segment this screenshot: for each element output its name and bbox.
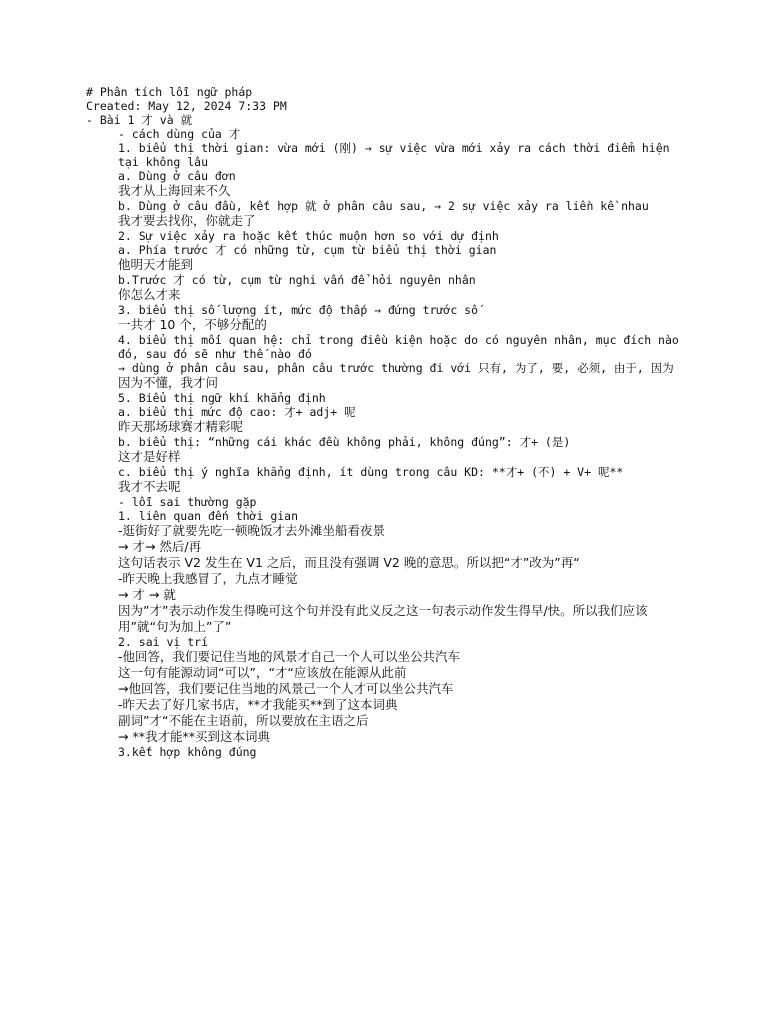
chinese-example-line: → 才→ 然后/再 [118, 539, 202, 554]
chinese-example-line: 这才是好样 [118, 449, 181, 464]
text-line: - lỗi sai thường gặp [118, 495, 257, 509]
chinese-example-line: 他明天才能到 [118, 257, 194, 272]
chinese-example-line: → 才 → 就 [118, 587, 176, 602]
chinese-example-line: -昨天晚上我感冒了，九点才睡觉 [118, 571, 298, 586]
text-line: 1. biểu thị thời gian: vừa mới (刚) → sự việc vừa mới xảy ra cách thời điểm hiện tại không lâu [118, 141, 677, 169]
text-line: 3. biểu thị số lượng ít, mức độ thấp → đứng trước số [118, 303, 479, 317]
text-line: b. Dùng ở câu đầu, kết hợp 就 ở phân câu sau, → 2 sự việc xảy ra liền kề nhau [118, 199, 649, 213]
text-line: Created: May 12, 2024 7:33 PM [86, 99, 287, 113]
chinese-example-line: 一共才 10 个，不够分配的 [118, 317, 267, 332]
chinese-example-line: 你怎么才来 [118, 287, 181, 302]
text-line: b.Trước 才 có từ, cụm từ nghi vấn để hỏi nguyên nhân [118, 273, 476, 287]
text-line: b. biểu thị: “những cái khác đều không phải, không đúng”: 才+ (是) [118, 435, 571, 449]
chinese-example-line: 我才不去呢 [118, 479, 181, 494]
chinese-example-line: -逛街好了就要先吃一顿晚饭才去外滩坐船看夜景 [118, 523, 386, 538]
text-line: 4. biểu thị mối quan hệ: chỉ trong điều kiện hoặc do có nguyên nhân, mục đích nào đó, sau đó sẽ như thế nào đó [118, 333, 686, 361]
chinese-example-line: -他回答，我们要记住当地的风景才自己一个人可以坐公共汽车 [118, 649, 461, 664]
chinese-example-line: 副词”才“不能在主语前，所以要放在主语之后 [118, 713, 369, 728]
text-line: - cách dùng của 才 [118, 127, 241, 141]
text-line: - Bài 1 才 và 就 [86, 113, 193, 127]
text-line: # Phân tích lỗi ngữ pháp [86, 85, 253, 99]
text-line: 3.kết hợp không đúng [118, 745, 257, 759]
chinese-example-line: -昨天去了好几家书店，**才我能买**到了这本词典 [118, 697, 398, 712]
chinese-example-line: →他回答，我们要记住当地的风景己一个人才可以坐公共汽车 [118, 681, 454, 696]
chinese-example-line: 昨天那场球赛才精彩呢 [118, 419, 244, 434]
chinese-example-line: → **我才能**买到这本词典 [118, 729, 270, 744]
text-line: → dùng ở phân câu sau, phân câu trước thường đi với 只有, 为了, 要, 必须, 由于, 因为 [118, 361, 674, 375]
chinese-example-line: 这句话表示 V2 发生在 V1 之后，而且没有强调 V2 晚的意思。所以把“才”改为”再“ [118, 555, 580, 570]
chinese-example-line: 因为不懂，我才问 [118, 375, 219, 390]
text-line: a. Phía trước 才 có những từ, cụm từ biểu thị thời gian [118, 243, 497, 257]
note-document [86, 85, 686, 759]
chinese-example-line: 我才要去找你，你就走了 [118, 213, 256, 228]
text-line: c. biểu thị ý nghĩa khẳng định, ít dùng trong câu KD: **才+ (不) + V+ 呢** [118, 465, 624, 479]
text-line: 1. liên quan đến thời gian [118, 509, 299, 523]
text-line: 5. Biểu thị ngữ khí khẳng định [118, 391, 326, 405]
chinese-example-line: 我才从上海回来不久 [118, 183, 231, 198]
text-line: a. Dùng ở câu đơn [118, 169, 236, 183]
chinese-example-line: 这一句有能源动词“可以”，“才“应该放在能源从此前 [118, 665, 407, 680]
text-line: a. biểu thị mức độ cao: 才+ adj+ 呢 [118, 405, 356, 419]
chinese-example-line: 因为”才”表示动作发生得晚可这个句并没有此义反之这一句表示动作发生得早/快。所以我们应该用”就“句为加上”了” [118, 603, 648, 634]
text-line: 2. Sự việc xảy ra hoặc kết thúc muộn hơn so với dự định [118, 229, 499, 243]
text-line: 2. sai vị trí [118, 635, 209, 649]
